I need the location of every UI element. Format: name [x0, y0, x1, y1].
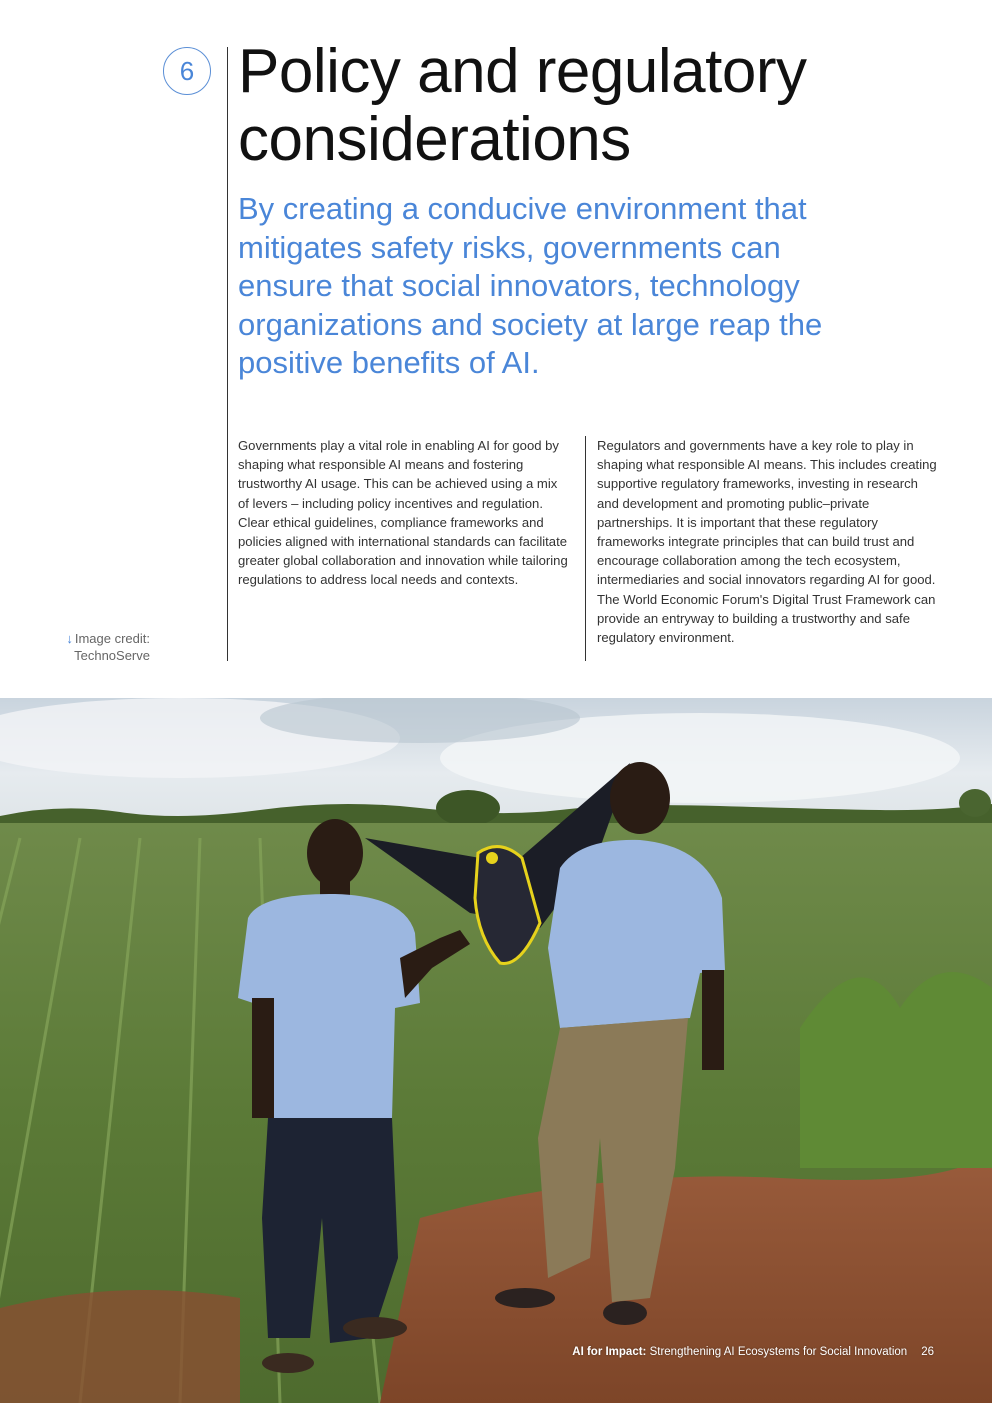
image-credit-source: TechnoServe	[74, 648, 150, 663]
footer-report-bold: AI for Impact:	[572, 1346, 647, 1358]
page-title: Policy and regulatory considerations	[238, 37, 807, 174]
image-credit	[40, 630, 150, 664]
body-left-paragraph: Governments play a vital role in enabling AI for good by shaping what responsible AI means and fostering trustworthy AI usage. This can be achieved using a mix of levers – including policy incentives and regulation. Clear ethical guidelines, compliance frameworks and policies aligned with international standards can facilitate greater global collaboration and innovation while tailoring regulations to address local needs and contexts.	[238, 438, 568, 588]
page-subtitle: By creating a conducive environment that mitigates safety risks, governments can ensure that social innovators, technology organizations and society at large reap the positive benefits of AI.	[238, 191, 823, 380]
section-number-badge	[163, 47, 211, 95]
heading-divider	[227, 47, 228, 661]
image-credit-label: Image credit:	[74, 631, 150, 646]
section-number: 6	[179, 55, 195, 86]
arrow-down-icon: ↓	[66, 631, 73, 646]
body-right-paragraph: Regulators and governments have a key role to play in shaping what responsible AI means. This includes creating supportive regulatory frameworks, investing in research and development and promoting public–private partnerships. It is important that these regulatory frameworks integrate principles that can build trust and encourage collaboration among the tech ecosystem, intermediaries and social innovators regarding AI for good. The World Economic Forum's Digital Trust Framework can provide an entryway to building a trustworthy and safe regulatory environment.	[597, 438, 937, 646]
footer-report-title: Strengthening AI Ecosystems for Social Innovation	[646, 1346, 908, 1358]
page-number: 26	[921, 1346, 934, 1358]
field-photo	[0, 698, 992, 1403]
page-footer	[572, 1346, 934, 1358]
column-divider	[585, 436, 586, 661]
